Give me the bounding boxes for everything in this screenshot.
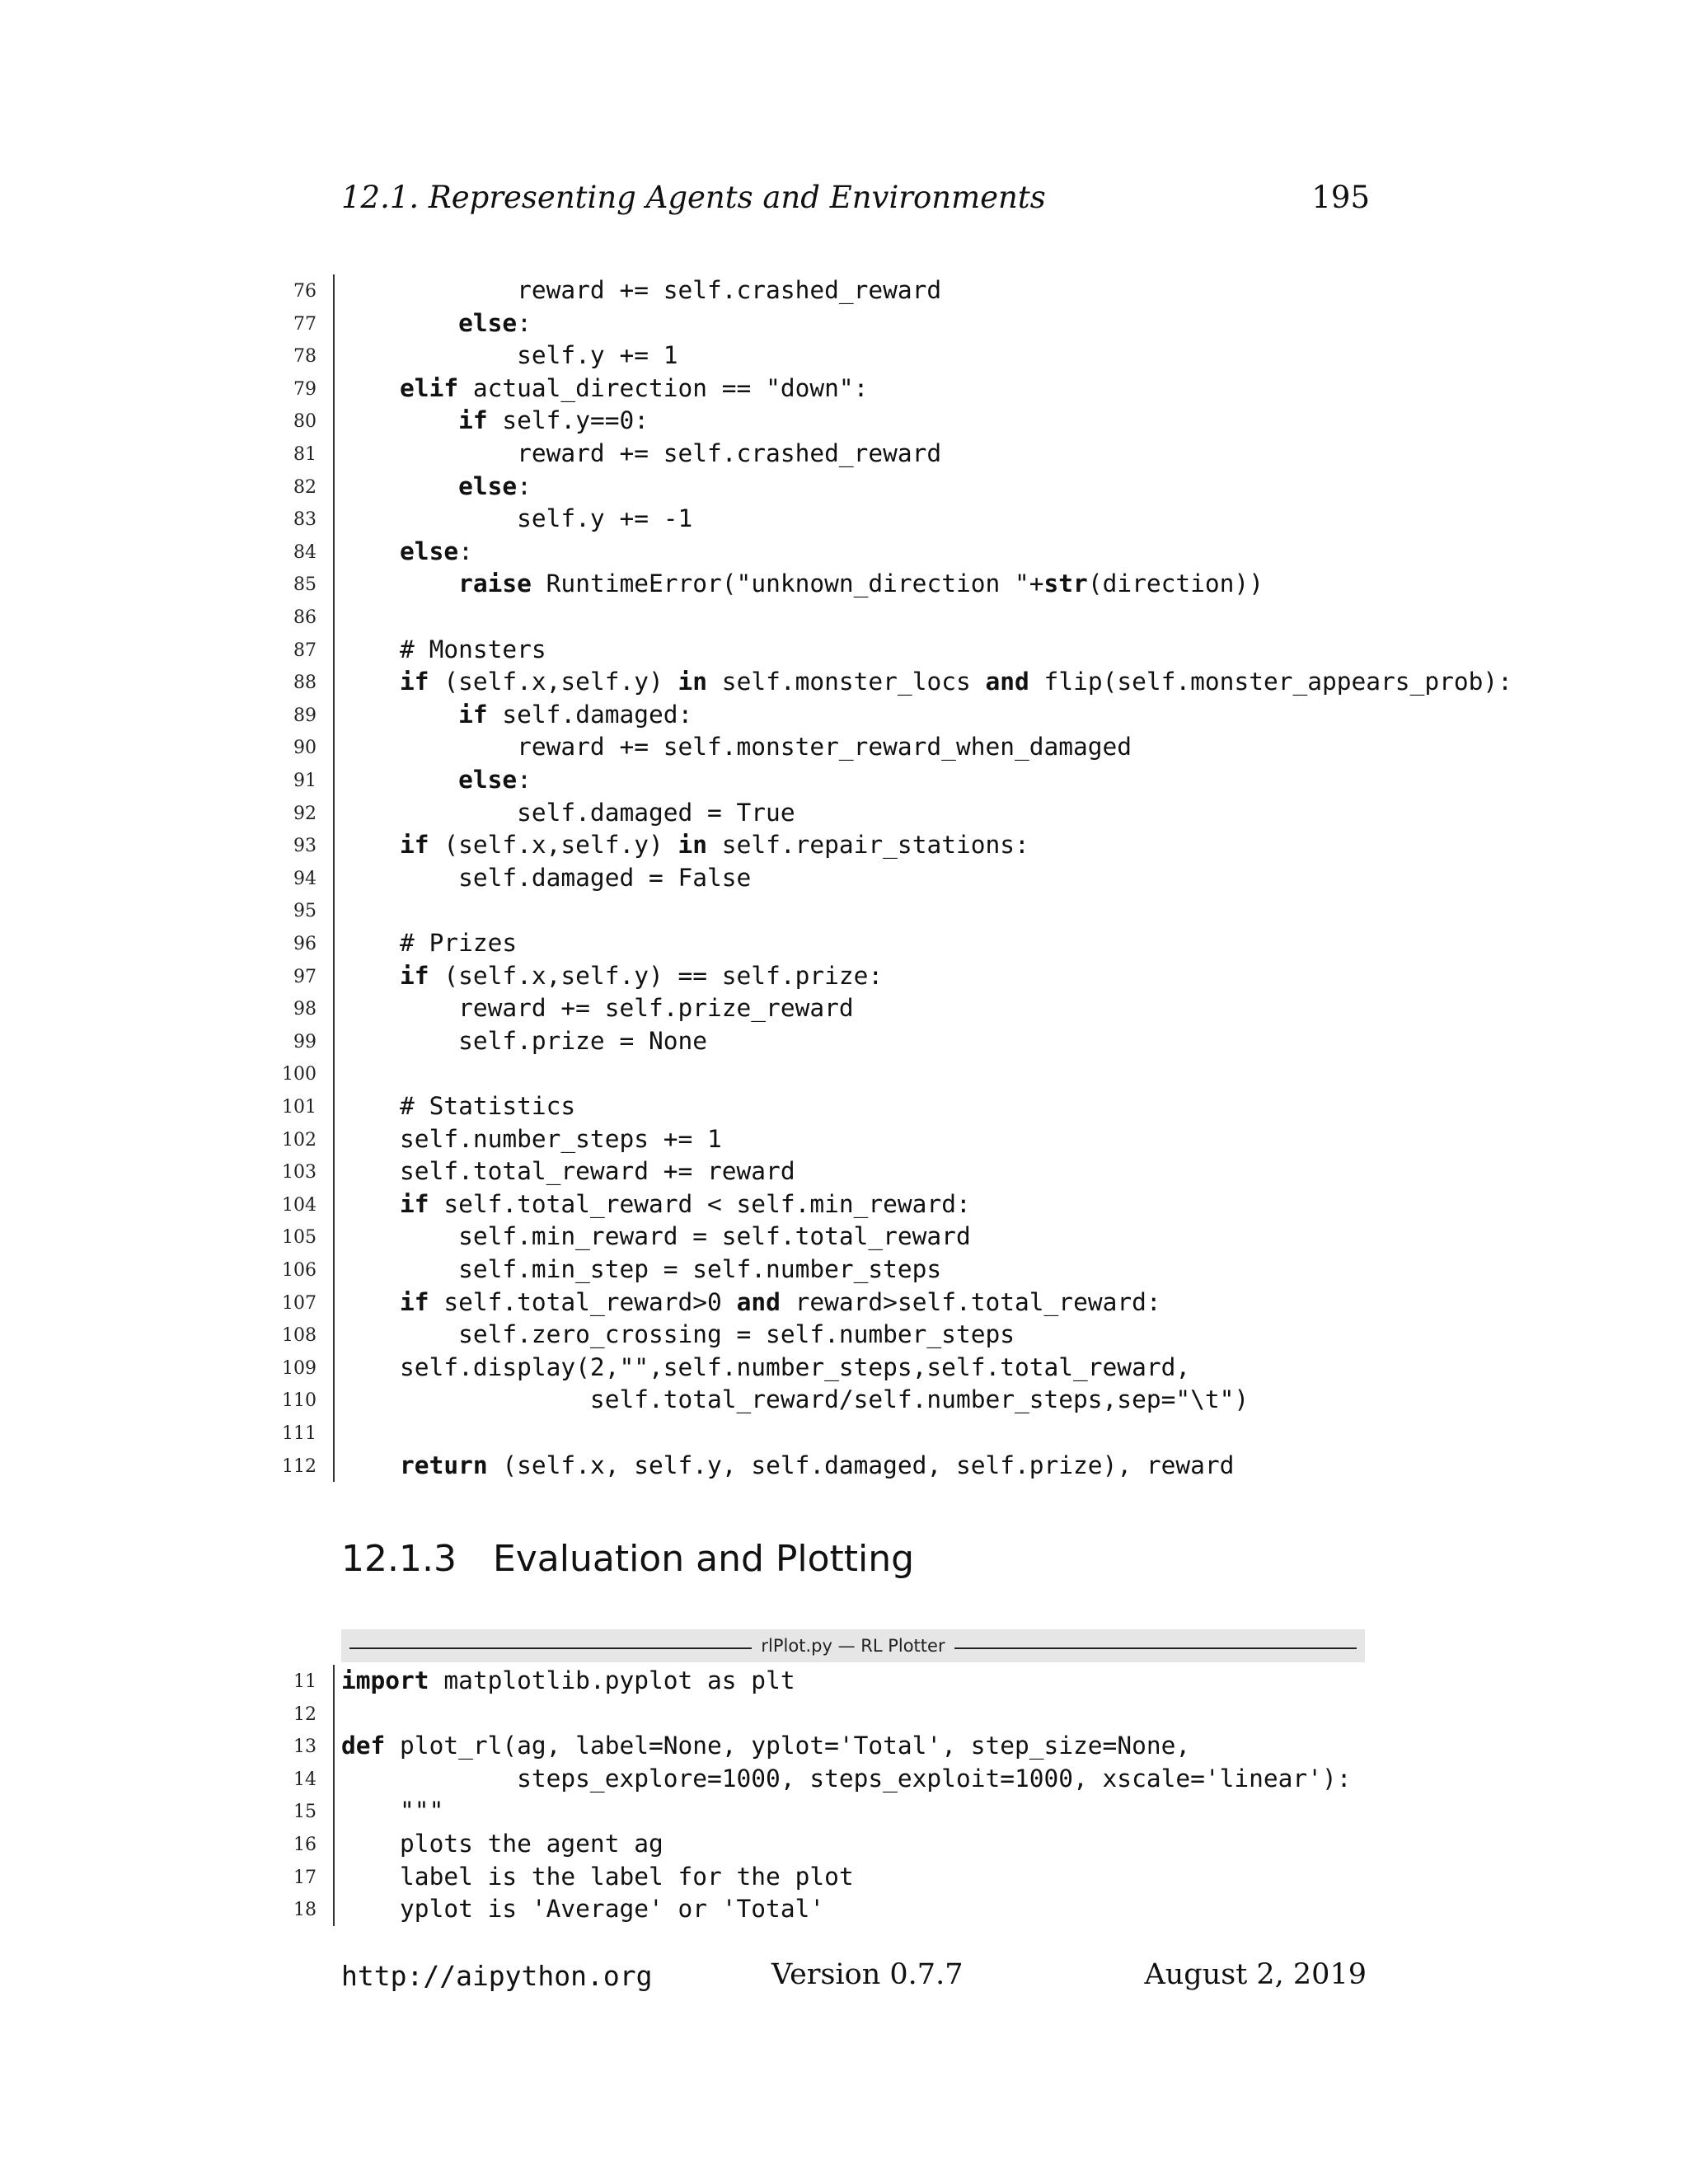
line-number: 83 bbox=[293, 509, 316, 531]
code-line bbox=[0, 1730, 1688, 1763]
code-text: label is the label for the plot bbox=[341, 1862, 854, 1891]
code-text: else: bbox=[458, 471, 532, 500]
code-line bbox=[0, 699, 1688, 732]
page-number: 195 bbox=[1311, 180, 1370, 215]
line-number: 103 bbox=[282, 1162, 316, 1183]
line-number: 101 bbox=[282, 1097, 316, 1118]
code-line bbox=[0, 568, 1688, 601]
code-line bbox=[0, 1450, 1688, 1483]
code-text: if (self.x,self.y) in self.repair_stations: bbox=[400, 831, 1029, 860]
code-text: if self.y==0: bbox=[458, 406, 649, 435]
line-number: 76 bbox=[293, 281, 316, 302]
line-number: 94 bbox=[293, 868, 316, 889]
code-text: def plot_rl(ag, label=None, yplot='Total', step_size=None, bbox=[341, 1732, 1191, 1760]
code-line bbox=[0, 894, 1688, 927]
code-line bbox=[0, 960, 1688, 993]
code-line bbox=[0, 1057, 1688, 1090]
footer-url[interactable]: http://aipython.org bbox=[341, 1960, 653, 1992]
line-number: 109 bbox=[282, 1357, 316, 1379]
line-number: 86 bbox=[293, 607, 316, 628]
line-number: 98 bbox=[293, 999, 316, 1020]
line-number: 16 bbox=[293, 1835, 316, 1855]
code-line bbox=[0, 1221, 1688, 1254]
line-number: 12 bbox=[293, 1704, 316, 1725]
code-text: self.total_reward += reward bbox=[341, 1157, 795, 1186]
line-number: 88 bbox=[293, 673, 316, 694]
line-number: 89 bbox=[293, 705, 316, 726]
code-line bbox=[0, 274, 1688, 307]
code-text: # Prizes bbox=[341, 929, 518, 957]
code-text: # Statistics bbox=[341, 1092, 576, 1120]
code-text: reward += self.crashed_reward bbox=[341, 439, 942, 467]
code-text: if self.damaged: bbox=[458, 700, 693, 729]
line-number: 14 bbox=[293, 1769, 316, 1790]
line-number: 100 bbox=[282, 1064, 316, 1085]
code-line bbox=[0, 601, 1688, 634]
code-line bbox=[0, 1352, 1688, 1385]
code-line bbox=[0, 1123, 1688, 1156]
line-number: 108 bbox=[282, 1325, 316, 1347]
line-number: 82 bbox=[293, 476, 316, 498]
code-text: self.prize = None bbox=[341, 1026, 708, 1055]
code-text: else: bbox=[400, 537, 473, 565]
running-header-title: 12.1. Representing Agents and Environments bbox=[341, 180, 1046, 215]
line-number: 78 bbox=[293, 346, 316, 368]
line-number: 18 bbox=[293, 1900, 316, 1921]
code-line bbox=[0, 307, 1688, 340]
code-line bbox=[0, 1384, 1688, 1417]
code-text: self.number_steps += 1 bbox=[341, 1124, 722, 1153]
code-line bbox=[0, 1795, 1688, 1828]
line-number: 15 bbox=[293, 1802, 316, 1823]
code-line bbox=[0, 927, 1688, 960]
code-text: raise RuntimeError("unknown_direction "+str(direction)) bbox=[458, 569, 1264, 598]
line-number: 79 bbox=[293, 378, 316, 400]
line-number: 111 bbox=[282, 1423, 316, 1444]
code-line bbox=[0, 1188, 1688, 1221]
code-text: self.min_reward = self.total_reward bbox=[341, 1222, 971, 1251]
code-text: if self.total_reward>0 and reward>self.total_reward: bbox=[400, 1287, 1161, 1316]
code-line bbox=[0, 536, 1688, 569]
banner-rule-right bbox=[954, 1647, 1357, 1649]
code-text: self.display(2,"",self.number_steps,self.total_reward, bbox=[341, 1352, 1191, 1381]
code-text: plots the agent ag bbox=[341, 1830, 663, 1858]
line-number: 102 bbox=[282, 1129, 316, 1151]
section-title: Evaluation and Plotting bbox=[492, 1538, 915, 1580]
code-line bbox=[0, 829, 1688, 862]
section-heading bbox=[341, 1538, 914, 1580]
line-number: 95 bbox=[293, 901, 316, 922]
line-number: 99 bbox=[293, 1031, 316, 1052]
code-text: if (self.x,self.y) in self.monster_locs and flip(self.monster_appears_prob): bbox=[400, 668, 1512, 696]
line-number: 81 bbox=[293, 444, 316, 465]
footer-version: Version 0.7.7 bbox=[771, 1958, 964, 1991]
footer-date: August 2, 2019 bbox=[1144, 1958, 1367, 1991]
file-banner bbox=[341, 1629, 1365, 1662]
code-line bbox=[0, 634, 1688, 667]
code-text: self.zero_crossing = self.number_steps bbox=[341, 1320, 1015, 1349]
code-line bbox=[0, 1861, 1688, 1894]
code-line bbox=[0, 862, 1688, 895]
code-text: yplot is 'Average' or 'Total' bbox=[341, 1895, 825, 1924]
line-number: 17 bbox=[293, 1867, 316, 1888]
code-line bbox=[0, 797, 1688, 830]
code-line bbox=[0, 1090, 1688, 1123]
code-text: reward += self.prize_reward bbox=[341, 994, 854, 1023]
line-number: 90 bbox=[293, 738, 316, 759]
code-text: # Monsters bbox=[341, 635, 546, 663]
line-number: 92 bbox=[293, 803, 316, 824]
code-line bbox=[0, 666, 1688, 699]
code-line bbox=[0, 764, 1688, 797]
code-line bbox=[0, 373, 1688, 405]
code-text: """ bbox=[341, 1797, 444, 1825]
code-line bbox=[0, 1665, 1688, 1698]
code-text: if self.total_reward < self.min_reward: bbox=[400, 1189, 971, 1218]
line-number: 96 bbox=[293, 934, 316, 954]
code-text: elif actual_direction == "down": bbox=[400, 373, 869, 402]
line-number: 110 bbox=[282, 1390, 316, 1412]
code-text: import matplotlib.pyplot as plt bbox=[341, 1666, 795, 1694]
line-number: 11 bbox=[293, 1671, 316, 1692]
line-number: 85 bbox=[293, 574, 316, 596]
line-number: 13 bbox=[293, 1736, 316, 1758]
line-number: 97 bbox=[293, 966, 316, 987]
code-line bbox=[0, 340, 1688, 373]
code-line bbox=[0, 471, 1688, 504]
code-line bbox=[0, 1763, 1688, 1796]
line-number: 112 bbox=[282, 1455, 316, 1477]
code-text: self.min_step = self.number_steps bbox=[341, 1255, 942, 1283]
line-number: 104 bbox=[282, 1194, 316, 1216]
line-number: 105 bbox=[282, 1227, 316, 1249]
code-line bbox=[0, 1286, 1688, 1319]
code-text: self.damaged = True bbox=[341, 798, 795, 827]
code-text: steps_explore=1000, steps_exploit=1000, xscale='linear'): bbox=[341, 1764, 1352, 1793]
code-text: self.y += 1 bbox=[341, 341, 678, 370]
line-number: 84 bbox=[293, 541, 316, 563]
code-line bbox=[0, 1025, 1688, 1058]
code-text: return (self.x, self.y, self.damaged, self.prize), reward bbox=[400, 1451, 1235, 1479]
code-line bbox=[0, 1319, 1688, 1352]
code-line bbox=[0, 1155, 1688, 1188]
code-text: self.y += -1 bbox=[341, 504, 693, 533]
code-line bbox=[0, 1254, 1688, 1286]
code-line bbox=[0, 1828, 1688, 1861]
file-caption: rlPlot.py — RL Plotter bbox=[761, 1636, 945, 1656]
code-text: self.total_reward/self.number_steps,sep="\t") bbox=[341, 1385, 1250, 1414]
line-number: 77 bbox=[293, 313, 316, 335]
code-text: else: bbox=[458, 308, 532, 337]
line-number: 87 bbox=[293, 640, 316, 661]
code-text: if (self.x,self.y) == self.prize: bbox=[400, 961, 884, 990]
line-number: 107 bbox=[282, 1292, 316, 1314]
code-text: else: bbox=[458, 766, 532, 794]
code-text: self.damaged = False bbox=[341, 863, 752, 892]
code-line bbox=[0, 438, 1688, 471]
code-line bbox=[0, 1417, 1688, 1450]
code-line bbox=[0, 503, 1688, 536]
code-text: reward += self.monster_reward_when_damaged bbox=[341, 733, 1132, 762]
code-line bbox=[0, 731, 1688, 764]
line-number: 106 bbox=[282, 1260, 316, 1281]
code-line bbox=[0, 992, 1688, 1025]
line-number: 93 bbox=[293, 836, 316, 857]
code-line bbox=[0, 1893, 1688, 1926]
code-text: reward += self.crashed_reward bbox=[341, 276, 942, 304]
line-number: 80 bbox=[293, 411, 316, 433]
code-line bbox=[0, 1698, 1688, 1731]
line-number: 91 bbox=[293, 771, 316, 791]
code-line bbox=[0, 405, 1688, 438]
section-number: 12.1.3 bbox=[341, 1538, 457, 1580]
